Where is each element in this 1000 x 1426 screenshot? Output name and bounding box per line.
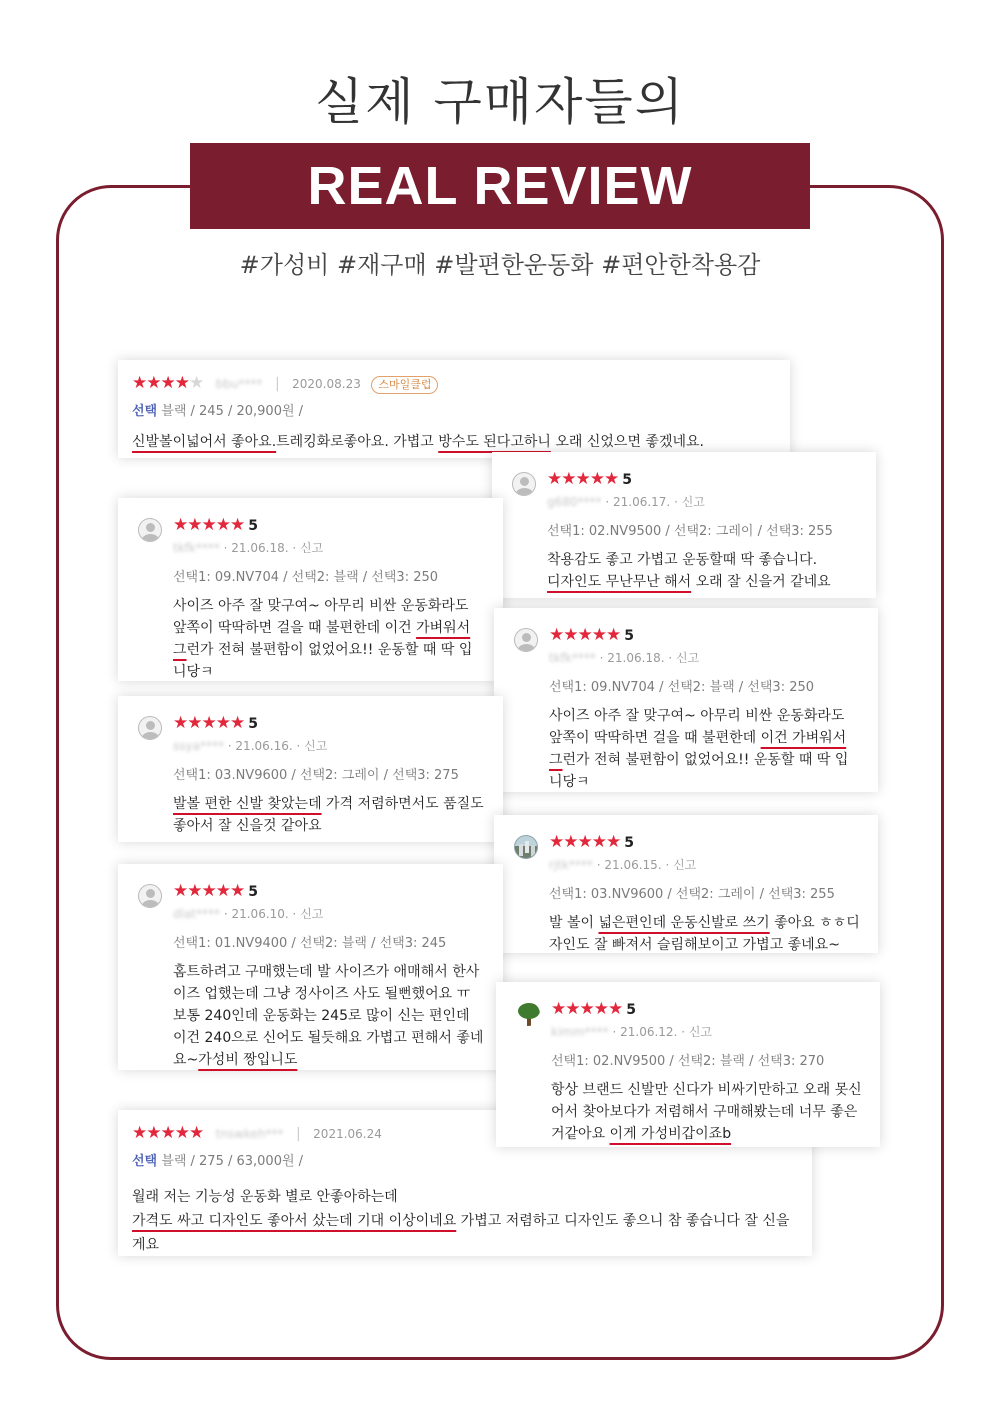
highlight-text: 이건 가벼워서 그	[549, 730, 847, 768]
rating-score: 5	[248, 518, 258, 534]
review-date: 21.06.18.	[607, 651, 665, 665]
review-card: ★★★★★ 5 tkfk**** · 21.06.18. · 신고 선택1: 09.NV704 / 선택2: 블랙 / 선택3: 250 사이즈 아주 잘 맞구여~ 아무리 비싼 운동화라도 앞쪽이 딱딱하면 걸을 때 불편한데 이건 가벼워서 그런가 전혀 불편함이 없었어요!! 운동할 때 딱 입니당ㅋ	[118, 498, 503, 681]
option-line: 선택1: 09.NV704 / 선택2: 블랙 / 선택3: 250	[173, 570, 439, 585]
review-card: ★★★★★ 5 rjtk**** · 21.06.15. · 신고 선택1: 03.NV9600 / 선택2: 그레이 / 선택3: 255 발 볼이 넓은편인데 운동신발로 쓰기 좋아요 ㅎㅎ디자인도 잘 빠져서 슬림해보이고 가볍고 좋네요~	[494, 815, 878, 953]
avatar-icon	[514, 628, 538, 652]
highlight-text: 방수도 된다고하니	[438, 434, 551, 450]
avatar-tree-icon	[516, 1002, 540, 1026]
star-rating: ★★★★★	[547, 469, 619, 489]
avatar-icon	[138, 518, 162, 542]
option-line: 선택1: 03.NV9600 / 선택2: 그레이 / 선택3: 275	[173, 768, 459, 783]
smile-club-badge: 스마일클럽	[371, 376, 438, 394]
select-label: 선택	[132, 1154, 158, 1169]
real-review-banner: REAL REVIEW	[190, 143, 810, 229]
option-line: 선택1: 02.NV9500 / 선택2: 블랙 / 선택3: 270	[551, 1054, 825, 1069]
review-text: 홈트하려고 구매했는데 발 사이즈가 애매해서 한사이즈 업했는데 그냥 정사이즈 사도 될뻔했어요 ㅠ 보통 240인데 운동화는 245로 많이 신는 편인데 이건 240으로 신어도 될듯해요 가볍고 편해서 좋네요~가성비 짱입니도	[173, 964, 484, 1068]
review-date: 21.06.16.	[235, 739, 293, 753]
report-link[interactable]: 신고	[688, 1025, 713, 1039]
option-line: 선택1: 09.NV704 / 선택2: 블랙 / 선택3: 250	[549, 680, 815, 695]
highlight-text: 발볼 편한 신발 찾았는데	[173, 796, 322, 812]
masked-user-id: kimm****	[551, 1025, 609, 1039]
option-line: 선택1: 02.NV9500 / 선택2: 그레이 / 선택3: 255	[547, 524, 833, 539]
masked-user-id: tkfk****	[173, 541, 220, 555]
star-rating: ★★★★★	[173, 515, 245, 535]
avatar-icon	[512, 472, 536, 496]
review-date: 21.06.17.	[612, 495, 671, 509]
review-header: ★★★★★ bbu**** | 2020.08.23 스마일클럽	[132, 372, 776, 395]
review-date: 2021.06.24	[313, 1127, 382, 1141]
masked-user-id: tkfk****	[549, 651, 596, 665]
rating-score: 5	[626, 1002, 636, 1018]
report-link[interactable]: 신고	[673, 858, 697, 872]
masked-user-id: tnswkeh***	[215, 1127, 284, 1141]
highlight-text: 신발볼이넓어서 좋아요.	[132, 434, 277, 450]
star-rating: ★★★★★	[549, 625, 621, 645]
review-text: 항상 브랜드 신발만 신다가 비싸기만하고 오래 못신어서 찾아보다가 저렴해서 구매해봤는데 너무 좋은거같아요 이게 가성비갑이죠b	[551, 1082, 862, 1142]
rating-score: 5	[248, 884, 258, 900]
option-values: 블랙 / 275 / 63,000원 /	[161, 1154, 304, 1169]
masked-user-id: ssya****	[173, 739, 224, 753]
report-link[interactable]: 신고	[681, 495, 705, 509]
star-rating: ★★★★★	[173, 713, 245, 733]
option-line: 선택1: 01.NV9400 / 선택2: 블랙 / 선택3: 245	[173, 936, 447, 951]
review-date: 21.06.15.	[604, 858, 662, 872]
avatar-icon	[138, 716, 162, 740]
avatar-icon	[138, 884, 162, 908]
review-card	[118, 360, 790, 458]
report-link[interactable]: 신고	[676, 651, 700, 665]
review-text: 월래 저는 기능성 운동화 별로 안좋아하는데 가격도 싸고 디자인도 좋아서 샀는데 기대 이상이네요 가볍고 저렴하고 디자인도 좋으니 참 좋습니다 잘 신을게요	[132, 1189, 790, 1253]
star-rating: ★★★★★	[551, 999, 623, 1019]
option-line: 선택1: 03.NV9600 / 선택2: 그레이 / 선택3: 255	[549, 887, 835, 902]
review-text: 착용감도 좋고 가볍고 운동할때 딱 좋습니다. 디자인도 무난무난 해서 오래 잘 신을거 같네요	[547, 552, 831, 590]
select-label: 선택	[132, 404, 158, 419]
review-date: 21.06.12.	[620, 1025, 678, 1039]
review-text: 사이즈 아주 잘 맞구여~ 아무리 비싼 운동화라도 앞쪽이 딱딱하면 걸을 때 불편한데 이건 가벼워서 그런가 전혀 불편함이 없었어요!! 운동할 때 딱 입니당ㅋ	[549, 708, 849, 790]
masked-user-id: g680****	[547, 495, 602, 509]
rating-score: 5	[248, 716, 258, 732]
highlight-text: 디자인도 무난무난 해서	[547, 574, 692, 590]
review-text: 사이즈 아주 잘 맞구여~ 아무리 비싼 운동화라도 앞쪽이 딱딱하면 걸을 때 불편한데 이건 가벼워서 그런가 전혀 불편함이 없었어요!! 운동할 때 딱 입니당ㅋ	[173, 598, 473, 680]
review-card: ★★★★★ 5 tkfk**** · 21.06.18. · 신고 선택1: 09.NV704 / 선택2: 블랙 / 선택3: 250 사이즈 아주 잘 맞구여~ 아무리 비싼 운동화라도 앞쪽이 딱딱하면 걸을 때 불편한데 이건 가벼워서 그런가 전혀 불편함이 없었어요!! 운동할 때 딱 입니당ㅋ	[494, 608, 878, 792]
review-card: ★★★★★ 5 dlat**** · 21.06.10. · 신고 선택1: 01.NV9400 / 선택2: 블랙 / 선택3: 245 홈트하려고 구매했는데 발 사이즈가 애매해서 한사이즈 업했는데 그냥 정사이즈 사도 될뻔했어요 ㅠ 보통 240인데 운동화는 245로 많이 신는 편인데 이건 240으로 신어도 될듯해요 가볍고 편해서 좋네요~가성비 짱입니도	[118, 864, 503, 1070]
review-header: ★★★★★ tnswkeh*** | 2021.06.24	[132, 1123, 382, 1143]
highlight-text: 가벼워서 그	[173, 620, 471, 658]
review-text: 신발볼이넓어서 좋아요.트레킹화로좋아요. 가볍고 방수도 된다고하니 오래 신었으면 좋겠네요.	[132, 434, 704, 450]
review-date: 21.06.18.	[231, 541, 289, 555]
star-rating: ★★★★★	[132, 1123, 204, 1143]
rating-score: 5	[624, 835, 634, 851]
highlight-text: 가격도 싸고 디자인도 좋아서 샀는데 기대 이상이네요	[132, 1213, 457, 1229]
review-text: 발 볼이 넓은편인데 운동신발로 쓰기 좋아요 ㅎㅎ디자인도 잘 빠져서 슬림해보이고 가볍고 좋네요~	[549, 915, 860, 953]
review-date: 21.06.10.	[231, 907, 289, 921]
highlight-text: 가성비 짱입니도	[198, 1052, 298, 1068]
hashtag-line: #가성비 #재구매 #발편한운동화 #편안한착용감	[239, 251, 761, 279]
option-values: 블랙 / 245 / 20,900원 /	[161, 404, 304, 419]
rating-score: 5	[624, 628, 634, 644]
rating-score: 5	[622, 472, 632, 488]
report-link[interactable]: 신고	[300, 541, 324, 555]
review-card: ★★★★★ 5 ssya**** · 21.06.16. · 신고 선택1: 03.NV9600 / 선택2: 그레이 / 선택3: 275 발볼 편한 신발 찾았는데 가격 저렴하면서도 품질도 좋아서 잘 신을것 같아요	[118, 696, 503, 842]
option-line	[132, 1151, 798, 1173]
report-link[interactable]: 신고	[300, 907, 324, 921]
star-rating: ★★★★★	[132, 373, 204, 393]
star-rating: ★★★★★	[549, 832, 621, 852]
review-card: ★★★★★ 5 kimm**** · 21.06.12. · 신고 선택1: 02.NV9500 / 선택2: 블랙 / 선택3: 270 항상 브랜드 신발만 신다가 비싸기만하고 오래 못신어서 찾아보다가 저렴해서 구매해봤는데 너무 좋은거같아요 이게 가성비갑이죠b	[496, 982, 880, 1147]
report-link[interactable]: 신고	[304, 739, 328, 753]
highlight-text: 이게 가성비갑이죠b	[609, 1126, 732, 1142]
masked-user-id: rjtk****	[549, 858, 593, 872]
review-card: ★★★★★ 5 g680**** · 21.06.17. · 신고 선택1: 02.NV9500 / 선택2: 그레이 / 선택3: 255 착용감도 좋고 가볍고 운동할때 딱 좋습니다. 디자인도 무난무난 해서 오래 잘 신을거 같네요	[492, 452, 876, 598]
avatar-photo-icon	[514, 835, 538, 859]
page-headline: 실제 구매자들의	[315, 73, 685, 131]
review-date: 2020.08.23	[292, 377, 361, 391]
star-rating: ★★★★★	[173, 881, 245, 901]
review-text: 발볼 편한 신발 찾았는데 가격 저렴하면서도 품질도 좋아서 잘 신을것 같아요	[173, 796, 484, 834]
masked-user-id: bbu****	[215, 377, 263, 391]
masked-user-id: dlat****	[173, 907, 221, 921]
option-line	[132, 401, 776, 423]
highlight-text: 넓은편인데 운동신발로 쓰기	[598, 915, 770, 931]
